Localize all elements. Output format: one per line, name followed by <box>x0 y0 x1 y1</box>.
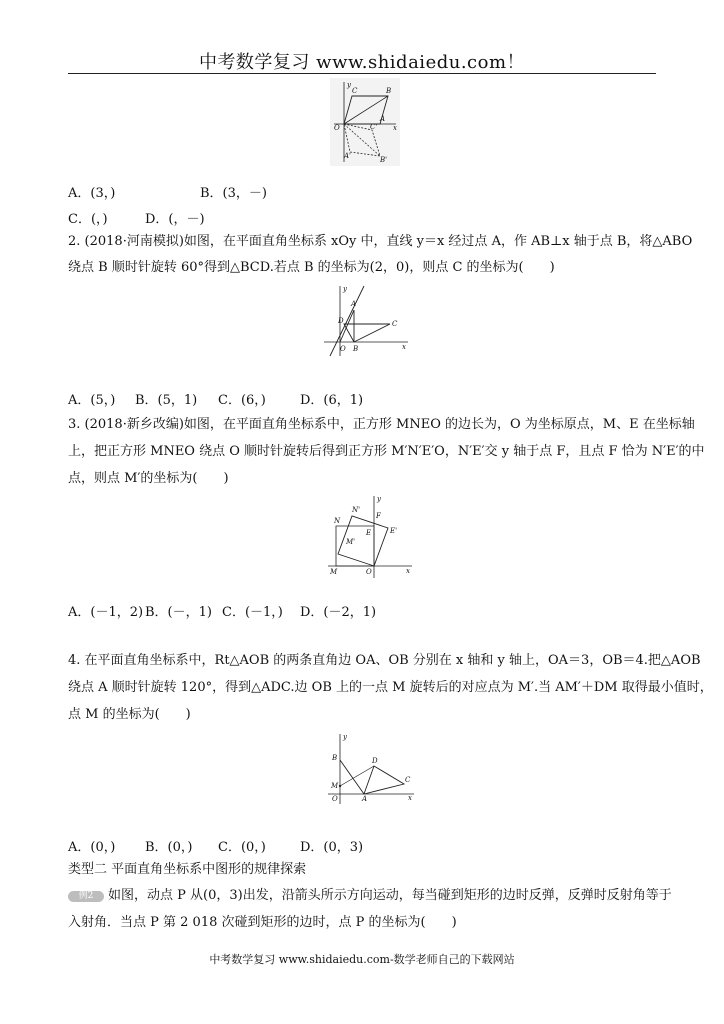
q1-option-a: A．(3，) <box>68 186 116 201</box>
q4-label-A: A <box>362 795 368 803</box>
q3-text-line2: 上，把正方形 MNEO 绕点 O 顺时针旋转后得到正方形 M′N′E′O，N′E′交 y 轴于点 F，且点 F 恰为 N′E′的中 <box>68 444 705 459</box>
q3-option-b: B．(－，1) <box>145 605 212 620</box>
q2-figure <box>318 282 410 358</box>
q2-label-O: O <box>340 345 346 353</box>
q4-label-B: B <box>332 754 338 762</box>
q4-text-line2: 绕点 A 顺时针旋转 120°，得到△ADC.边 OB 上的一点 M 旋转后的对应点为 M′.当 AM′＋DM 取得最小值时， <box>68 680 713 695</box>
header-rule <box>68 73 656 74</box>
q3-text-line3: 点，则点 M′的坐标为( ) <box>68 471 229 486</box>
q4-text-line3: 点 M 的坐标为( ) <box>68 707 191 722</box>
q2-label-B: B <box>353 345 359 353</box>
q4-label-C: C <box>405 776 411 784</box>
example-badge: 例2 <box>68 891 104 902</box>
q1-label-C: C <box>352 87 358 95</box>
q2-option-b: B．(5，1) <box>135 393 198 408</box>
q1-label-A: A <box>380 115 386 123</box>
q4-triangle-adc <box>364 766 404 794</box>
q3-option-c: C．(－1，) <box>222 605 283 620</box>
q2-line-y-eq-x <box>330 286 364 356</box>
q2-triangle-bcd <box>344 324 390 342</box>
q2-label-y: y <box>343 285 347 293</box>
q2-option-a: A．(5，) <box>68 393 116 408</box>
q4-segment-ab <box>340 760 364 794</box>
q4-option-c: C．(0，) <box>218 840 266 855</box>
q4-option-a: A．(0，) <box>68 840 116 855</box>
q2-option-c: C．(6，) <box>218 393 266 408</box>
page-header: 中考数学复习 www.shidaiedu.com！ <box>198 52 526 73</box>
q2-label-x: x <box>402 343 406 351</box>
q3-label-y: y <box>377 495 381 503</box>
q1-label-C2: C' <box>370 123 378 131</box>
q2-option-d: D．(6，1) <box>300 393 364 408</box>
q3-label-E: E <box>366 529 372 537</box>
q3-option-d: D．(－2，1) <box>300 605 377 620</box>
q4-figure <box>322 730 418 806</box>
q2-text-line2: 绕点 B 顺时针旋转 60°得到△BCD.若点 B 的坐标为(2，0)，则点 C 的坐标为( ) <box>68 260 555 275</box>
type2-text-line2: 入射角．当点 P 第 2 018 次碰到矩形的边时，点 P 的坐标为( ) <box>68 915 457 930</box>
q4-label-D: D <box>372 757 378 765</box>
q4-label-M: M <box>331 782 339 790</box>
q4-label-O: O <box>332 795 338 803</box>
q3-label-M2: M' <box>346 538 356 546</box>
q4-label-x: x <box>408 794 412 802</box>
q1-label-A2: A' <box>344 152 351 160</box>
q3-option-a: A．(－1，2) <box>68 605 144 620</box>
q2-triangle-abo <box>340 310 354 342</box>
q1-label-O: O <box>334 124 340 132</box>
q1-option-b: B．(3，－) <box>200 186 267 201</box>
q2-label-C: C <box>392 320 398 328</box>
page-footer: 中考数学复习 www.shidaiedu.com-数学老师自己的下载网站 <box>209 953 515 966</box>
q4-point-m <box>339 785 341 787</box>
q4-option-d: D．(0，3) <box>300 840 364 855</box>
q2-text-line1: 2. (2018·河南模拟)如图，在平面直角坐标系 xOy 中，直线 y＝x 经过点 A，作 AB⊥x 轴于点 B，将△ABO <box>68 234 693 249</box>
q1-label-B: B <box>386 87 392 95</box>
q4-text-line1: 4. 在平面直角坐标系中，Rt△AOB 的两条直角边 OA、OB 分别在 x 轴和 y 轴上，OA＝3，OB＝4.把△AOB <box>68 653 701 668</box>
type2-title: 类型二 平面直角坐标系中图形的规律探索 <box>68 862 307 877</box>
q1-figure <box>330 78 400 166</box>
q3-label-O: O <box>366 568 372 576</box>
q1-option-d: D．(，－) <box>145 212 205 227</box>
q3-label-M: M <box>330 568 338 576</box>
q2-label-A: A <box>351 300 357 308</box>
q1-label-y: y <box>347 81 351 89</box>
q4-label-y: y <box>343 733 347 741</box>
q3-label-N2: N' <box>352 506 361 514</box>
q3-label-E2: E' <box>390 527 398 535</box>
q3-label-x: x <box>406 567 410 575</box>
type2-text-line1 <box>68 887 672 905</box>
q3-label-F: F <box>376 512 381 520</box>
type2-text-line1-content: 如图，动点 P 从(0，3)出发，沿箭头所示方向运动，每当碰到矩形的边时反弹，反弹时反射角等于 <box>108 888 672 903</box>
q1-option-c: C．(，) <box>68 212 108 227</box>
q3-label-N: N <box>334 517 341 525</box>
q1-label-B2: B' <box>380 156 388 164</box>
q3-figure <box>322 492 414 580</box>
q4-segment-md <box>340 766 374 786</box>
q1-label-x: x <box>393 124 397 132</box>
q4-option-b: B．(0，) <box>145 840 193 855</box>
q3-text-line1: 3. (2018·新乡改编)如图，在平面直角坐标系中，正方形 MNEO 的边长为，O 为坐标原点，M、E 在坐标轴 <box>68 417 695 432</box>
q2-label-D: D <box>338 317 344 325</box>
